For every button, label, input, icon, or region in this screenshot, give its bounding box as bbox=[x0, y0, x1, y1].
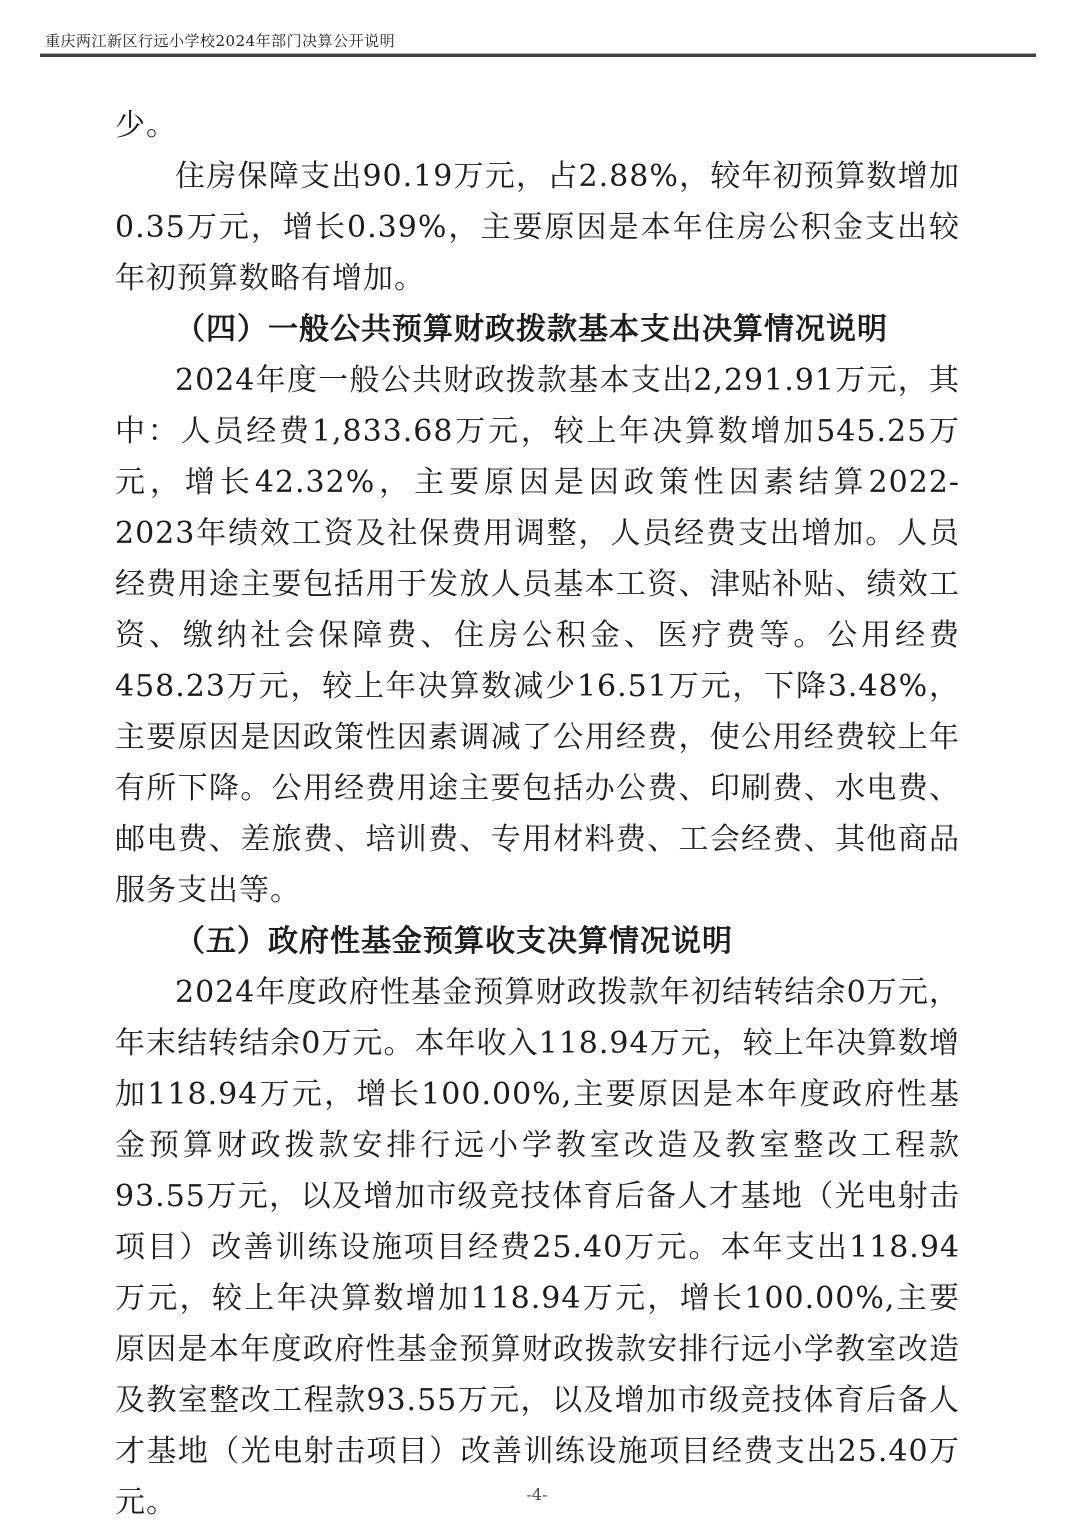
section-heading-4: （四）一般公共预算财政拨款基本支出决算情况说明 bbox=[175, 312, 888, 347]
page-footer bbox=[0, 1485, 1074, 1504]
page-number: -4- bbox=[526, 1485, 548, 1504]
paragraph-basic-expenditure: 2024年度一般公共财政拨款基本支出2,291.91万元，其中：人员经费1,833.68万元，较上年决算数增加545.25万元，增长42.32%，主要原因是因政策性因素结算2022-2023年绩效工资及社保费用调整，人员经费支出增加。人员经费用途主要包括用于发放人员基本工资、津贴补贴、绩效工资、缴纳社会保障费、住房公积金、医疗费等。公用经费458.23万元，较上年决算数减少16.51万元，下降3.48%，主要原因是因政策性因素调减了公用经费，使公用经费较上年有所下降。公用经费用途主要包括办公费、印刷费、水电费、邮电费、差旅费、培训费、专用材料费、工会经费、其他商品服务支出等。 bbox=[115, 363, 960, 908]
paragraph-government-fund: 2024年度政府性基金预算财政拨款年初结转结余0万元，年末结转结余0万元。本年收入118.94万元，较上年决算数增加118.94万元，增长100.00%,主要原因是本年度政府性基金预算财政拨款安排行远小学教室改造及教室整改工程款93.55万元，以及增加市级竞技体育后备人才基地（光电射击项目）改善训练设施项目经费25.40万元。本年支出118.94万元，较上年决算数增加118.94万元，增长100.00%,主要原因是本年度政府性基金预算财政拨款安排行远小学教室改造及教室整改工程款93.55万元，以及增加市级竞技体育后备人才基地（光电射击项目）改善训练设施项目经费支出25.40万元。 bbox=[115, 975, 960, 1520]
document-body bbox=[115, 100, 960, 1520]
paragraph-continuation: 少。 bbox=[115, 108, 177, 143]
header-title: 重庆两江新区行远小学校2024年部门决算公开说明 bbox=[45, 32, 396, 50]
header-rule bbox=[40, 53, 1036, 57]
paragraph-housing-expenditure: 住房保障支出90.19万元，占2.88%，较年初预算数增加0.35万元，增长0.39%，主要原因是本年住房公积金支出较年初预算数略有增加。 bbox=[115, 159, 960, 296]
section-heading-5: （五）政府性基金预算收支决算情况说明 bbox=[175, 924, 733, 959]
